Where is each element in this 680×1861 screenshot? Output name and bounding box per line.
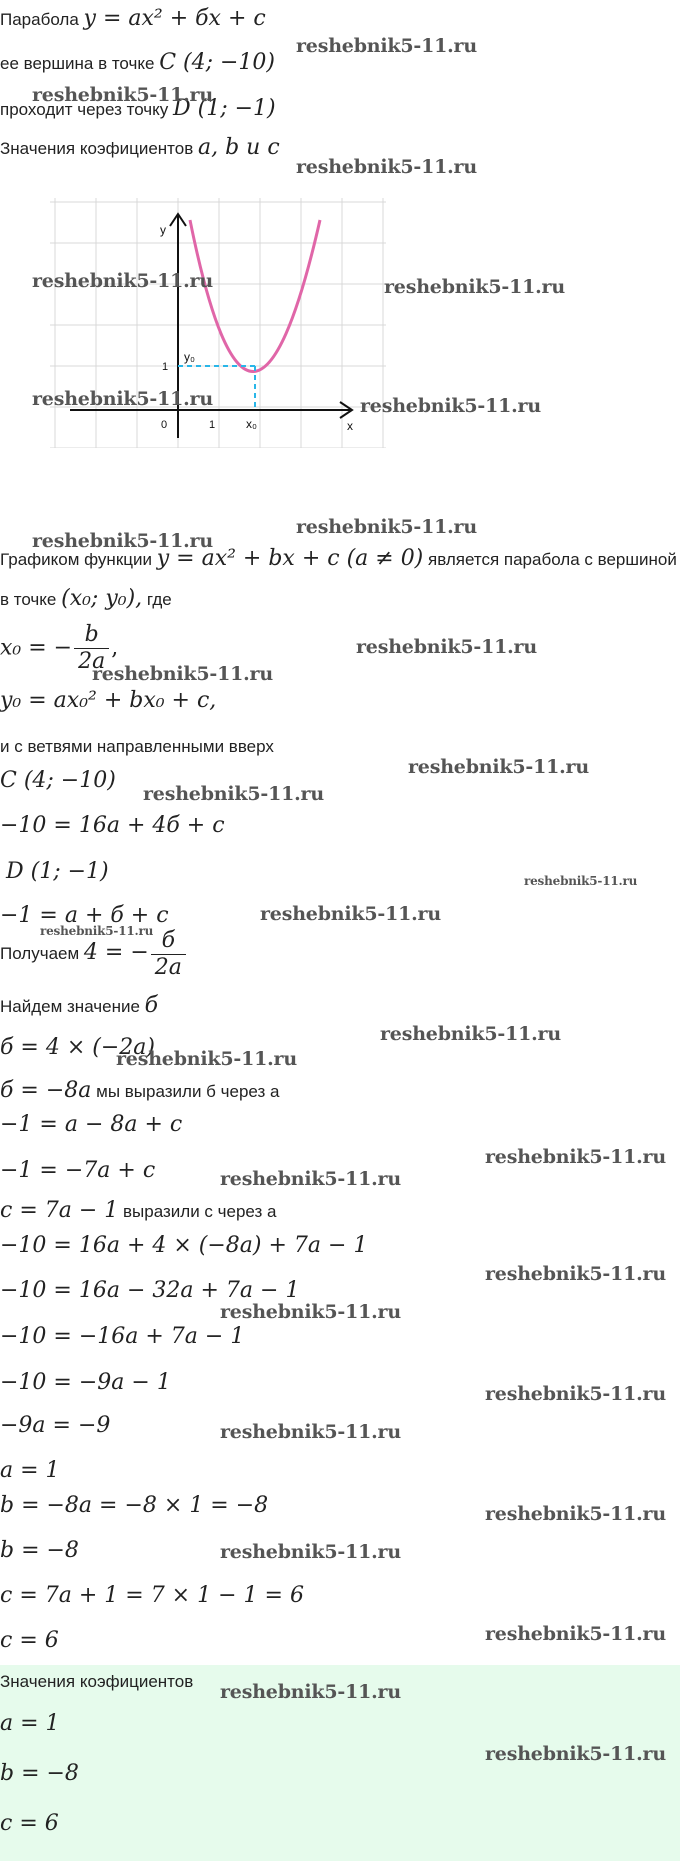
x0-label: x₀ <box>246 417 257 431</box>
obtain-text: Получаем <box>0 943 80 963</box>
c-expression-formula: c = 7a − 1 <box>0 1198 119 1223</box>
t-step-7: b = −8a = −8 × 1 = −8 <box>0 1493 269 1518</box>
watermark: reshebnik5-11.ru <box>32 388 213 410</box>
answer-c: c = 6 <box>0 1811 59 1836</box>
vertex-point-formula: (x₀; y₀), <box>61 586 143 611</box>
y0-formula: y₀ = ax₀² + bx₀ + c, <box>0 688 217 713</box>
line-vertex <box>0 52 275 74</box>
origin-label: 0 <box>161 419 168 431</box>
obtain-lhs: 4 = − <box>83 939 149 965</box>
watermark: reshebnik5-11.ru <box>485 1623 666 1645</box>
t-step-1: −10 = 16a + 4 × (−8a) + 7a − 1 <box>0 1233 368 1258</box>
t-step-3: −10 = −16a + 7a − 1 <box>0 1324 245 1349</box>
passes-point: D (1; −1) <box>173 96 276 121</box>
answer-b: b = −8 <box>0 1761 79 1786</box>
watermark: reshebnik5-11.ru <box>260 903 441 925</box>
d-point: D (1; −1) <box>6 859 109 884</box>
watermark: reshebnik5-11.ru <box>356 636 537 658</box>
branches-text: и с ветвями направленными вверх <box>0 737 274 756</box>
passes-label: проходит через точку <box>0 100 169 119</box>
watermark: reshebnik5-11.ru <box>296 516 477 538</box>
t-step-2: −10 = 16a − 32a + 7a − 1 <box>0 1278 300 1303</box>
x0-numerator: b <box>84 622 99 647</box>
watermark: reshebnik5-11.ru <box>524 874 638 888</box>
watermark: reshebnik5-11.ru <box>116 1048 297 1070</box>
x0-lhs: x₀ = − <box>0 635 73 661</box>
watermark: reshebnik5-11.ru <box>408 756 589 778</box>
t-step-9: c = 7a + 1 = 7 × 1 − 1 = 6 <box>0 1583 304 1608</box>
answer-a: a = 1 <box>0 1711 60 1736</box>
c-point: C (4; −10) <box>0 768 116 793</box>
watermark: reshebnik5-11.ru <box>360 395 541 417</box>
watermark: reshebnik5-11.ru <box>485 1146 666 1168</box>
line-find <box>0 995 158 1017</box>
y-axis-label: y <box>160 223 166 237</box>
obtain-fraction <box>151 930 186 979</box>
watermark: reshebnik5-11.ru <box>485 1383 666 1405</box>
parabola-graph <box>50 198 386 448</box>
watermark: reshebnik5-11.ru <box>296 35 477 57</box>
one-x-label: 1 <box>209 419 216 431</box>
definition-formula: y = ax² + bx + c (a ≠ 0) <box>156 546 424 571</box>
x0-denominator: 2a <box>74 648 109 673</box>
parabola-label: Парабола <box>0 10 79 29</box>
one-y-label: 1 <box>162 361 169 373</box>
parabola-formula: y = ax² + бx + c <box>83 6 266 31</box>
s-step-1: −1 = a − 8a + c <box>0 1112 183 1137</box>
answer-heading: Значения коэфициентов <box>0 1672 194 1691</box>
t-step-4: −10 = −9a − 1 <box>0 1370 171 1395</box>
t-step-8: b = −8 <box>0 1538 79 1563</box>
vertex-point-text-b: где <box>146 590 172 609</box>
watermark: reshebnik5-11.ru <box>220 1301 401 1323</box>
definition-text-a: Графиком функции <box>0 550 152 569</box>
watermark: reshebnik5-11.ru <box>32 530 213 552</box>
obtain-denominator: 2a <box>151 954 186 979</box>
watermark: reshebnik5-11.ru <box>220 1168 401 1190</box>
definition-text-b: является парабола с вершиной <box>428 550 677 569</box>
b-step-2-text: мы выразили б через а <box>96 1082 280 1101</box>
watermark: reshebnik5-11.ru <box>92 663 273 685</box>
vertex-label: ее вершина в точке <box>0 54 155 73</box>
line-b-step-2 <box>0 1080 279 1102</box>
line-c-expression <box>0 1200 276 1222</box>
vertex-point: C (4; −10) <box>159 50 276 75</box>
find-text: Найдем значение <box>0 997 140 1016</box>
b-step-2-formula: б = −8a <box>0 1078 92 1103</box>
s-step-2: −1 = −7a + c <box>0 1158 156 1183</box>
watermark: reshebnik5-11.ru <box>485 1503 666 1525</box>
watermark: reshebnik5-11.ru <box>220 1421 401 1443</box>
t-step-10: c = 6 <box>0 1628 59 1653</box>
x0-tail: , <box>111 635 119 661</box>
watermark: reshebnik5-11.ru <box>485 1743 666 1765</box>
line-parabola <box>0 8 266 30</box>
c-expression-text: выразили с через а <box>123 1202 277 1221</box>
line-coefficients-question <box>0 137 280 159</box>
find-var: б <box>144 993 159 1018</box>
coefficients-label: Значения коэфициентов <box>0 139 194 158</box>
watermark: reshebnik5-11.ru <box>143 783 324 805</box>
watermark: reshebnik5-11.ru <box>296 156 477 178</box>
t-step-6: a = 1 <box>0 1458 60 1483</box>
t-step-5: −9a = −9 <box>0 1413 111 1438</box>
equation-2: −1 = a + б + c <box>0 903 169 928</box>
b-step-1: б = 4 × (−2a) <box>0 1035 155 1060</box>
watermark: reshebnik5-11.ru <box>384 276 565 298</box>
watermark: reshebnik5-11.ru <box>40 924 154 938</box>
obtain-numerator: б <box>161 928 176 953</box>
watermark: reshebnik5-11.ru <box>32 84 213 106</box>
watermark: reshebnik5-11.ru <box>220 1541 401 1563</box>
watermark: reshebnik5-11.ru <box>220 1681 401 1703</box>
watermark: reshebnik5-11.ru <box>32 270 213 292</box>
vertex-point-text-a: в точке <box>0 590 57 609</box>
y0-label: y₀ <box>184 350 195 364</box>
x-axis-label: x <box>347 419 353 433</box>
watermark: reshebnik5-11.ru <box>485 1263 666 1285</box>
equation-1: −10 = 16a + 4б + c <box>0 813 225 838</box>
watermark: reshebnik5-11.ru <box>380 1023 561 1045</box>
coefficients-list: a, b и c <box>198 135 280 160</box>
line-vertex-point <box>0 588 172 610</box>
